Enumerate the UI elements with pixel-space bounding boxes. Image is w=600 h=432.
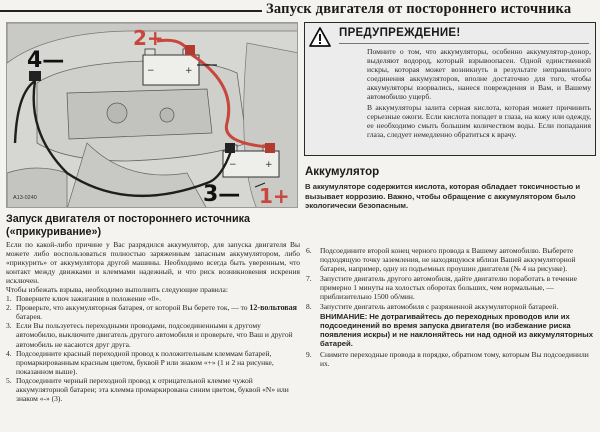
jump-start-illustration	[6, 22, 298, 208]
step-text: Подсоедините второй конец черного провода к Вашему автомобилю. Выберете подходящую точку заземления, не находящуюся вблизи Вашей аккумуляторной батареи, например, одну из подъемных проушин двигателя (№ 4 на рисунке).	[320, 246, 576, 274]
step-text: Проверьте, что аккумуляторная батарея, от которой Вы берете ток, — то	[16, 303, 250, 313]
step-number: 8.	[306, 302, 312, 312]
page-title: Запуск двигателя от постороннего источника	[266, 1, 572, 17]
steps-list-right	[306, 246, 594, 368]
list-item	[306, 350, 594, 368]
list-item	[306, 302, 594, 311]
illustration-code: A13-0240	[13, 195, 37, 201]
list-item	[6, 349, 300, 376]
svg-text:+: +	[185, 66, 193, 76]
right-column	[306, 246, 594, 369]
warning-divider	[339, 43, 589, 44]
caution-label: ВНИМАНИЕ:	[320, 312, 368, 322]
step-text: Если Вы пользуетесь переходными проводами, подсоединенными к другому автомобилю, выключите двигатель другого автомобиля и проверьте, что Ваш и другой автомобиль не касаются друг друга.	[16, 321, 293, 349]
warning-paragraph: В аккумуляторы залита серная кислота, которая может причинить серьезные ожоги. Если кислота попадет в глаза, на кожу или одежду, ее необходимо смыть большим количеством воды. Если попадания глаза, следует немедленно обратиться к врачу.	[367, 102, 591, 139]
steps-list-left	[6, 294, 300, 403]
step-number: 6.	[306, 246, 312, 255]
section-title-line: («прикуривание»)	[6, 225, 102, 238]
label-pos-1: 1+	[259, 184, 290, 208]
step-number: 7.	[306, 274, 312, 284]
list-item	[306, 312, 594, 348]
header-rule	[0, 10, 262, 12]
warning-title: ПРЕДУПРЕЖДЕНИЕ!	[339, 27, 461, 39]
list-item	[6, 294, 300, 303]
step-number: 5.	[6, 375, 12, 385]
step-text: Снимите переходные провода в порядке, обратном тому, которым Вы подсоединили их.	[320, 349, 589, 368]
warning-body	[367, 47, 591, 140]
svg-text:−: −	[229, 160, 237, 170]
list-item	[6, 321, 300, 348]
step-number: 1.	[6, 294, 12, 304]
step-number: 3.	[6, 321, 12, 331]
step-number: 2.	[6, 303, 12, 313]
step-text: Подсоедините красный переходной провод к положительным клеммам батарей, промаркированным красным цветом, буквой P или знаком «+» (1 и 2 на рисунке, показанном выше).	[16, 348, 274, 376]
step-text: Запустите двигатель автомобиля с разряженной аккумуляторной батареей.	[320, 302, 559, 312]
step-number: 9.	[306, 349, 312, 359]
svg-text:+: +	[265, 160, 273, 170]
page-header	[0, 0, 600, 20]
label-pos-2: 2+	[133, 26, 164, 50]
label-neg-4: 4—	[27, 48, 65, 73]
step-text: батарея.	[16, 312, 43, 322]
section-title	[6, 213, 300, 238]
list-item	[306, 274, 594, 301]
list-item	[6, 376, 300, 403]
step-number: 4.	[6, 348, 12, 358]
battery-heading: Аккумулятор	[305, 166, 380, 178]
intro-paragraph: Если по какой-либо причине у Вас разрядился аккумулятор, для запуска двигателя Вы можете либо воспользоваться полностью заряженным запасным аккумулятором, либо «прикурить» от аккумулятора другой машины. Необходимо всегда быть уверенным, что контакт между движками и клеммами надежный, и что риск возникновения искрения исключен.	[6, 240, 300, 286]
voltage-emphasis: 12-вольтовая	[249, 303, 297, 313]
left-column	[6, 240, 300, 403]
list-item	[306, 246, 594, 273]
svg-text:−: −	[147, 66, 155, 76]
label-neg-3: 3—	[203, 182, 241, 207]
step-text: Подсоедините черный переходной провод к отрицательной клемме чужой аккумуляторной батареи; эта клемма промаркирована синим цветом, буквой «N» или знаком «-» (3).	[16, 375, 289, 403]
rules-lead: Чтобы избежать взрыва, необходимо выполнить следующие правила:	[6, 285, 228, 295]
engine-bay-drawing	[7, 23, 298, 208]
caution-text: Не дотрагивайтесь до переходных проводов или их подсоединений во время запуска двигателя (во избежание риска появления искры) и не наклоняйтесь ни над одной из аккумуляторных батарей.	[320, 312, 593, 349]
warning-box	[304, 22, 596, 156]
warning-paragraph: Помните о том, что аккумуляторы, особенно аккумулятор-донор, выделяют водород, который взрывоопасен. Одной единственной искры, которая может возникнуть в результате неправильного соединения аккумуляторов, вполне достаточно для того, чтобы аккумуляторы взорвались, нанеся повреждения и Вам, и Вашему автомобилю ущерб.	[367, 47, 591, 102]
step-text: Поверните ключ зажигания в положение «0».	[16, 294, 162, 304]
section-title-line: Запуск двигателя от постороннего источника	[6, 213, 250, 225]
list-item	[6, 303, 300, 321]
warning-triangle-icon	[309, 27, 331, 47]
battery-text: В аккумуляторе содержится кислота, которая обладает токсичностью и вызывает коррозию. Важно, чтобы обращение с аккумулятором было экологически безопасным.	[305, 182, 581, 211]
step-text: Запустите двигатель другого автомобиля, дайте двигателю поработать в течение примерно 1 минуты на холостых оборотах больших, чем нормальные, — приблизительно 1500 об/мин.	[320, 274, 577, 302]
